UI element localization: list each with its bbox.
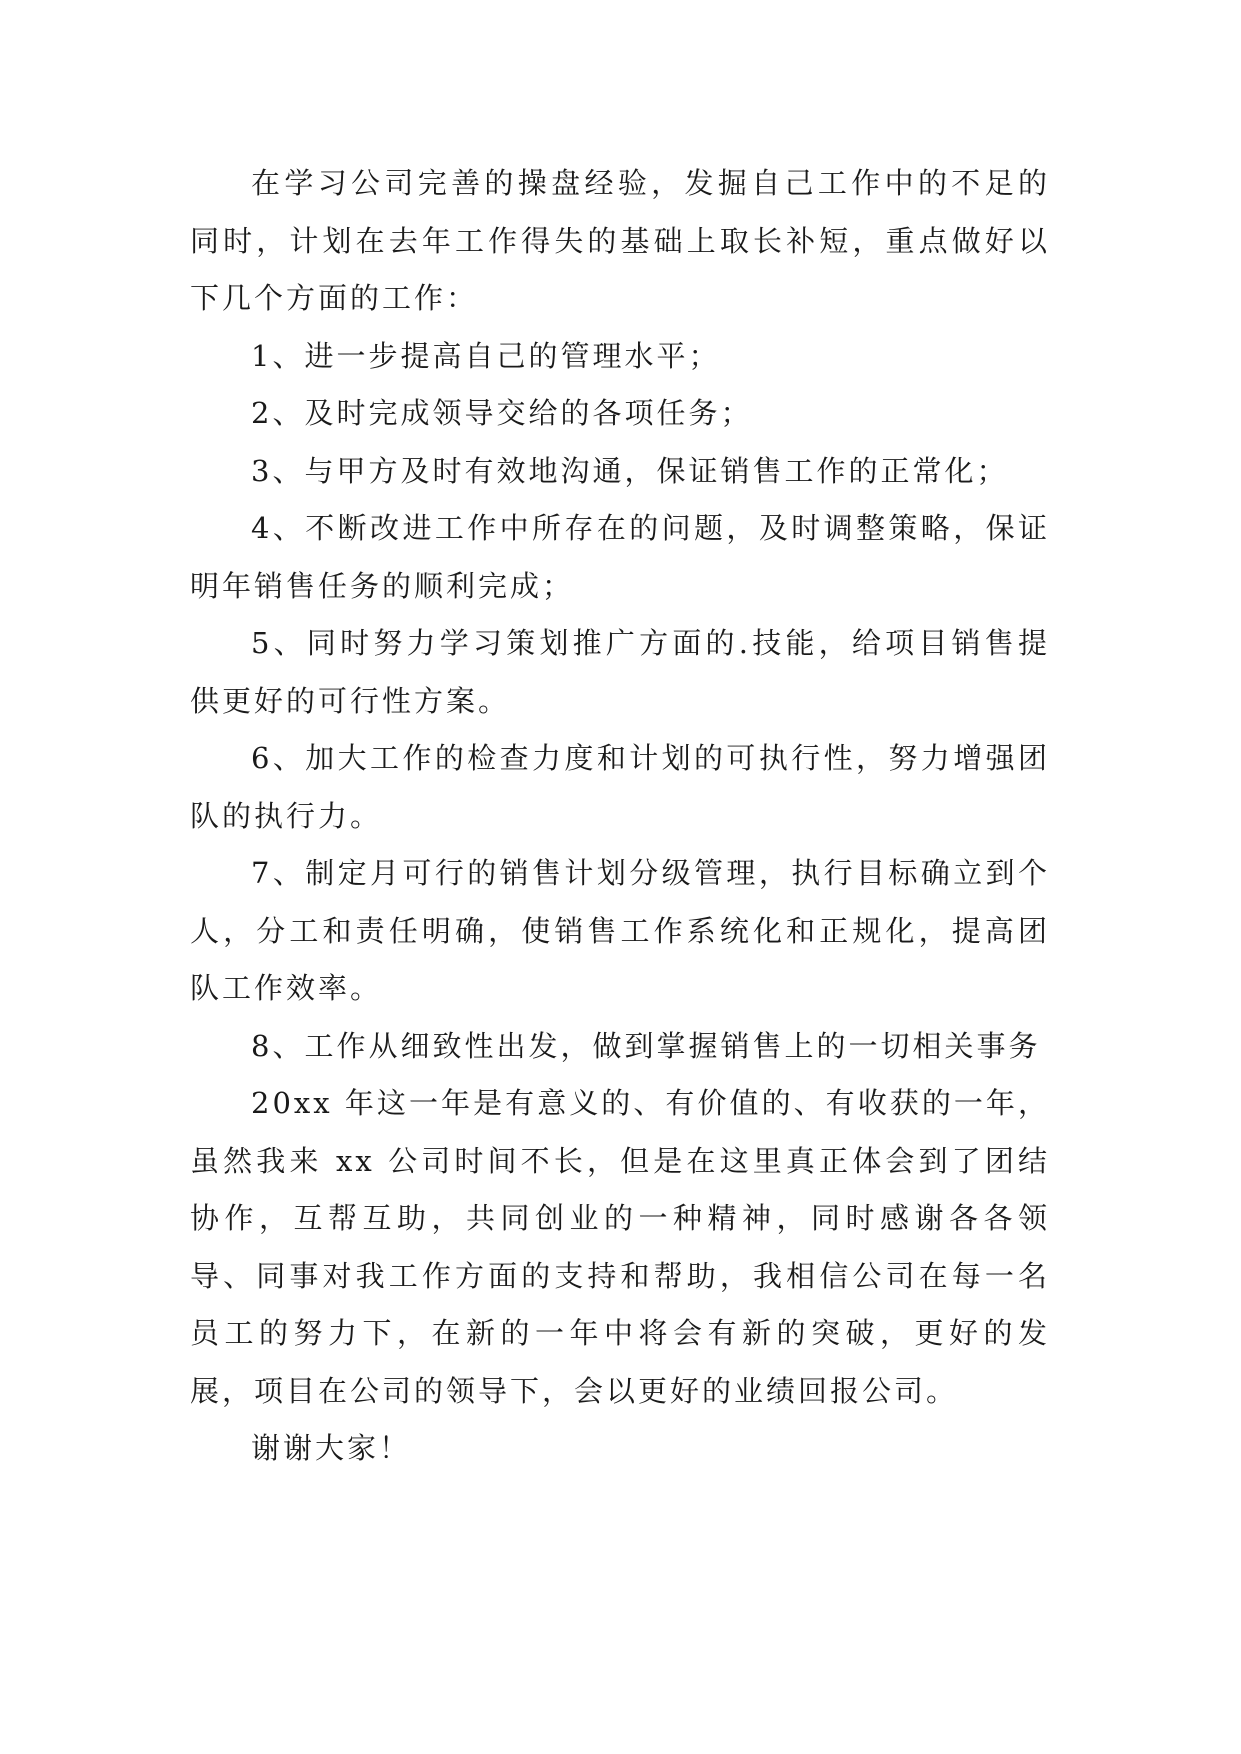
list-item-5: 5、同时努力学习策划推广方面的.技能，给项目销售提供更好的可行性方案。 (190, 626, 1050, 718)
closing-thanks: 谢谢大家！ (251, 1431, 412, 1465)
list-item-2: 2、及时完成领导交给的各项任务； (251, 396, 753, 430)
list-item-8: 8、工作从细致性出发，做到掌握销售上的一切相关事务 (251, 1028, 1041, 1063)
intro-paragraph: 在学习公司完善的操盘经验，发掘自己工作中的不足的同时，计划在去年工作得失的基础上取长补短，重点做好以下几个方面的工作： (190, 166, 1050, 315)
list-item-3: 3、与甲方及时有效地沟通，保证销售工作的正常化； (251, 453, 1009, 488)
list-item-6: 6、加大工作的检查力度和计划的可执行性，努力增强团队的执行力。 (190, 741, 1050, 833)
list-item-7: 7、制定月可行的销售计划分级管理，执行目标确立到个人，分工和责任明确，使销售工作系统化和正规化，提高团队工作效率。 (190, 856, 1050, 1005)
list-item-1: 1、进一步提高自己的管理水平； (251, 338, 721, 373)
summary-paragraph: 20xx 年这一年是有意义的、有价值的、有收获的一年，虽然我来 xx 公司时间不长，但是在这里真正体会到了团结协作，互帮互助，共同创业的一种精神，同时感谢各各领导、同事对我工作方面的支持和帮助，我相信公司在每一名员工的努力下，在新的一年中将会有新的突破，更好的发展，项目在公司的领导下，会以更好的业绩回报公司。 (190, 1086, 1050, 1408)
list-item-4: 4、不断改进工作中所存在的问题，及时调整策略，保证明年销售任务的顺利完成； (190, 511, 1050, 603)
document-body (190, 155, 1050, 1478)
